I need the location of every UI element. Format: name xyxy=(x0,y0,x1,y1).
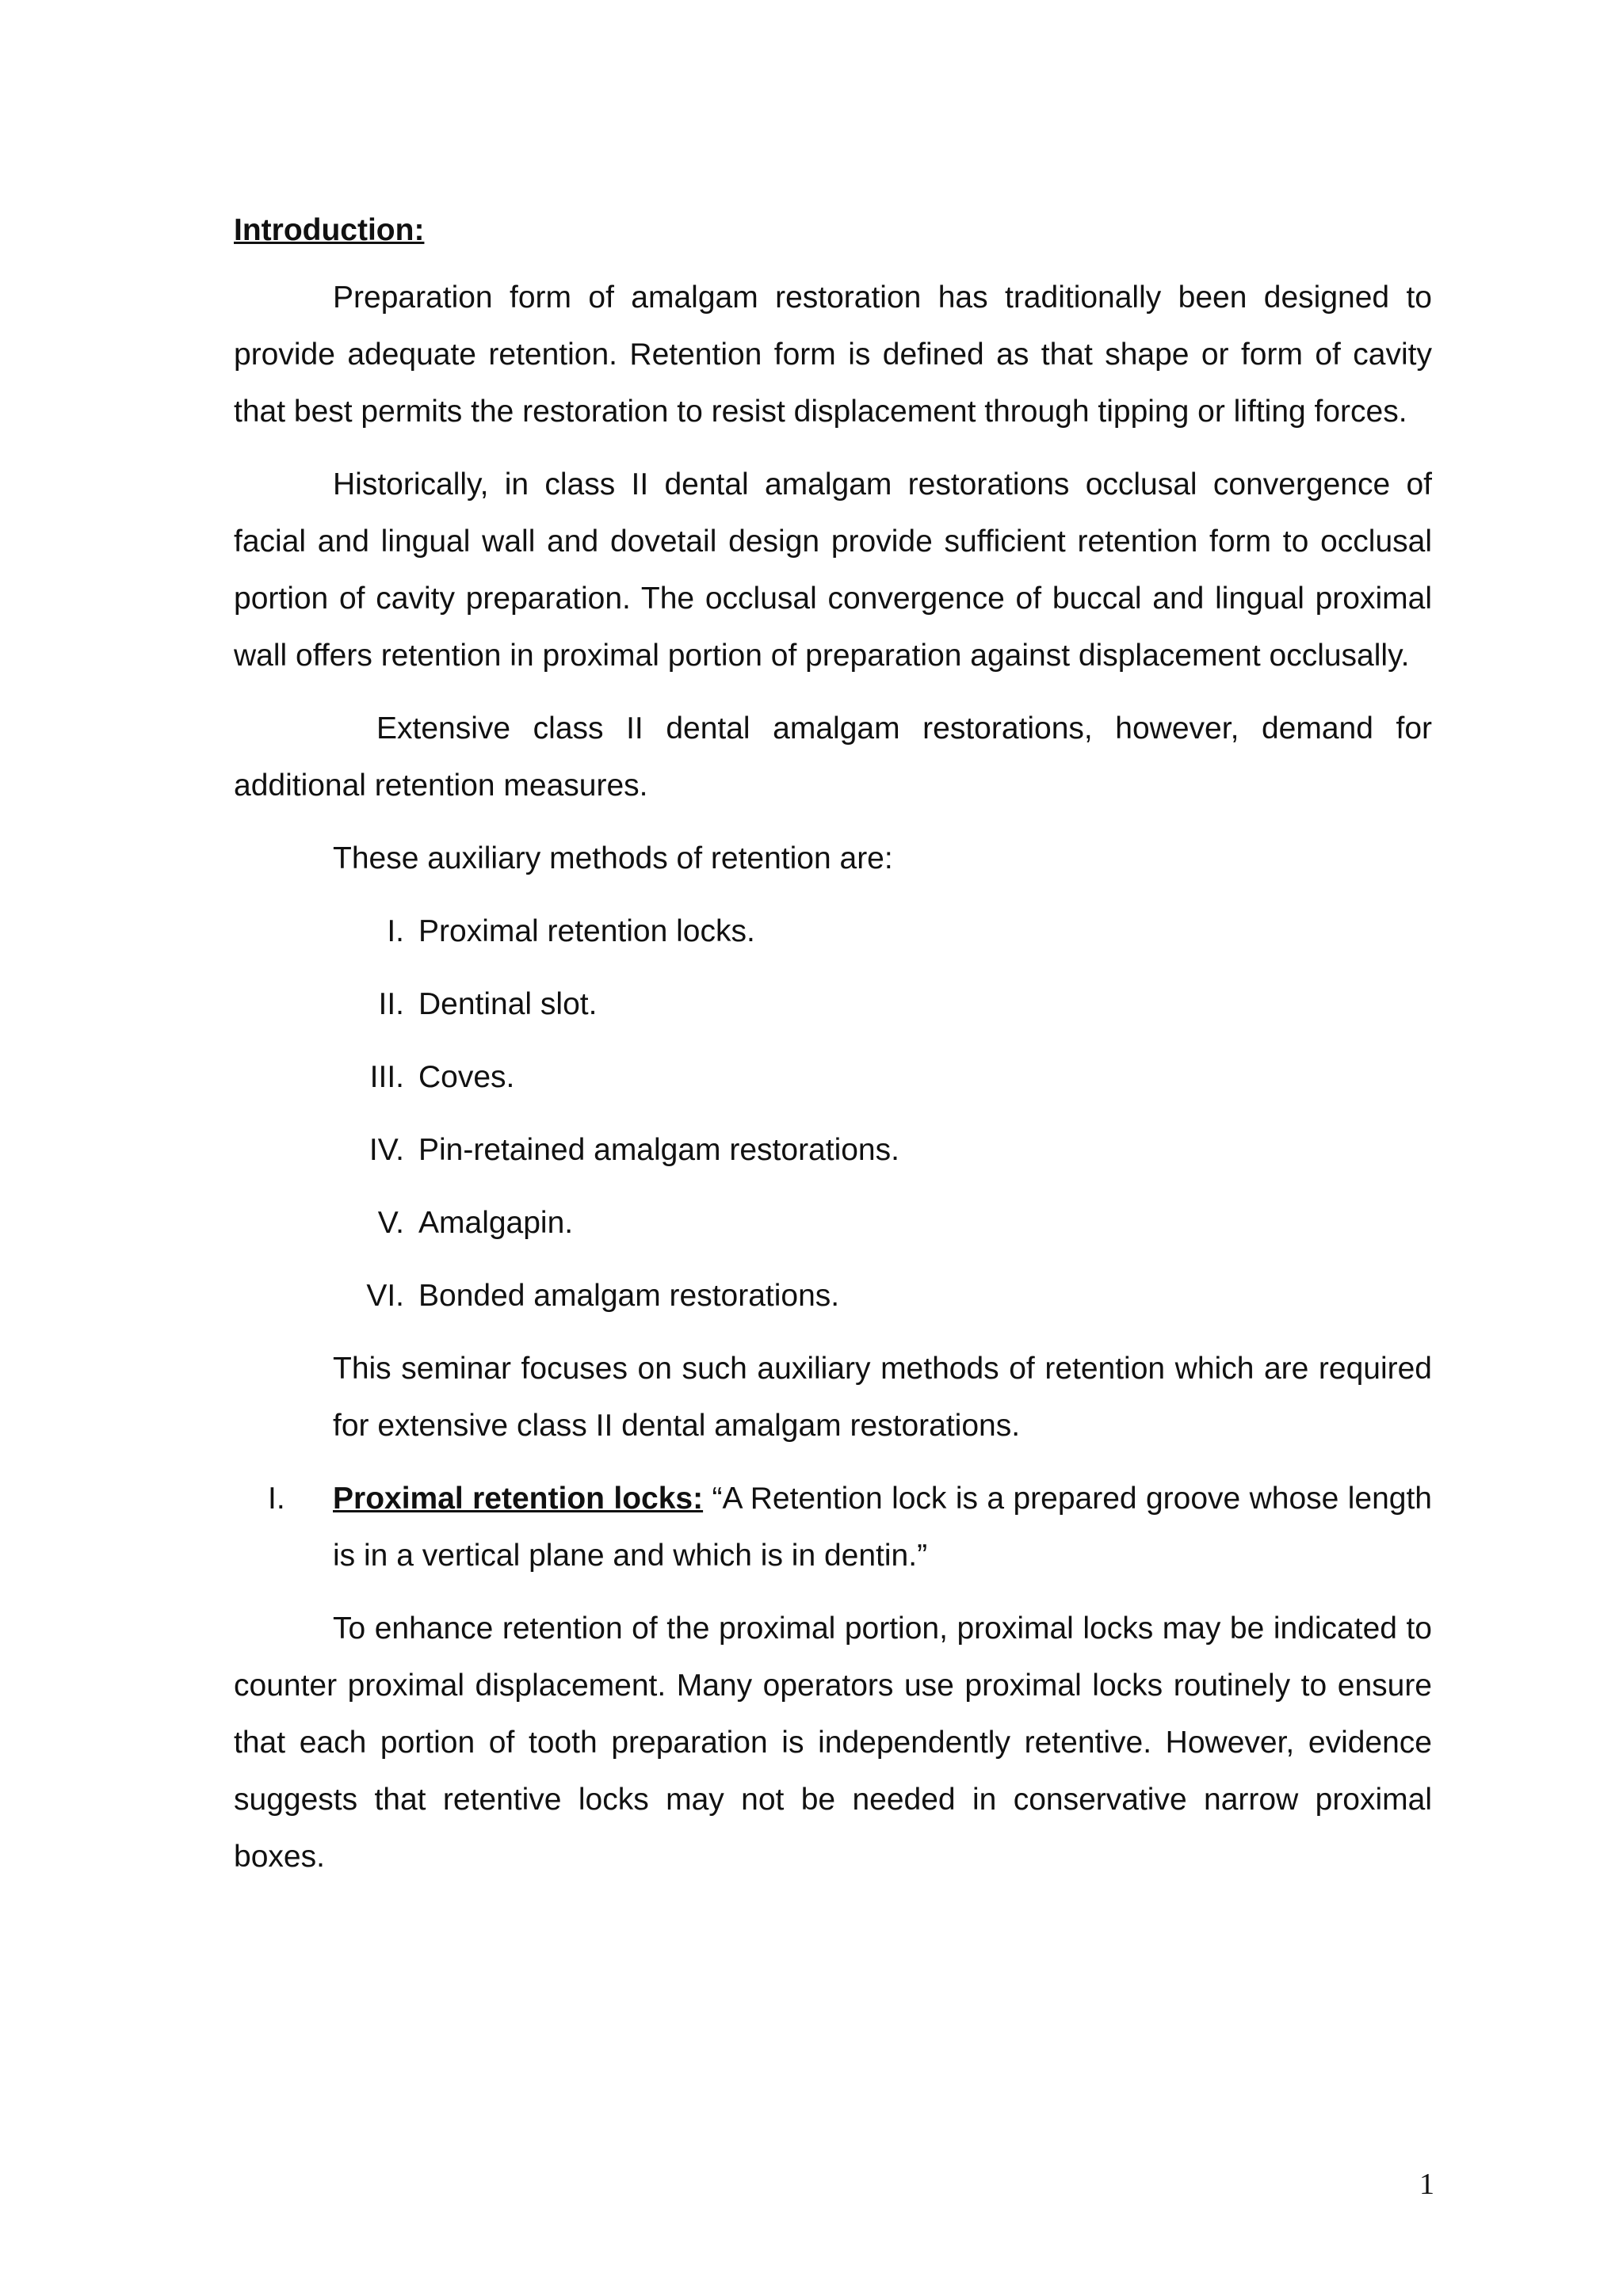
list-item xyxy=(333,903,1432,960)
paragraph-preparation-form: Preparation form of amalgam restoration has traditionally been designed to provide adequate retention. Retention form is defined as that shape or form of cavity that best permits the restoration to resist displacement through tipping or lifting forces. xyxy=(234,280,1432,429)
section-title: Proximal retention locks: xyxy=(333,1482,704,1516)
list-item xyxy=(333,1049,1432,1106)
section-heading-introduction: Introduction: xyxy=(234,213,425,247)
list-numeral: II. xyxy=(378,987,404,1021)
list-numeral: I. xyxy=(387,914,404,948)
list-item xyxy=(333,1122,1432,1179)
auxiliary-methods-list xyxy=(333,903,1432,1325)
section-numeral: I. xyxy=(268,1482,285,1516)
paragraph-enhance-retention: To enhance retention of the proximal portion, proximal locks may be indicated to counter proximal displacement. Many operators use proximal locks routinely to ensure that each portion of tooth preparation is independently retentive. However, evidence suggests that retentive locks may not be needed in conservative narrow proximal boxes. xyxy=(234,1611,1432,1874)
list-item-text: Dentinal slot. xyxy=(418,987,598,1021)
paragraph-auxiliary-methods-intro: These auxiliary methods of retention are: xyxy=(333,841,893,875)
section-definition: “A Retention lock is a prepared groove whose length is in a vertical plane and which is in dentin.” xyxy=(333,1482,1432,1573)
page-number: 1 xyxy=(1419,2168,1434,2201)
list-item xyxy=(333,976,1432,1033)
list-numeral: IV. xyxy=(369,1133,404,1167)
paragraph-historically: Historically, in class II dental amalgam restorations occlusal convergence of facial and lingual wall and dovetail design provide sufficient retention form to occlusal portion of cavity preparation. The occlusal convergence of buccal and lingual proximal wall offers retention in proximal portion of preparation against displacement occlusally. xyxy=(234,467,1432,673)
list-item-text: Bonded amalgam restorations. xyxy=(418,1279,840,1313)
paragraph-seminar-focus: This seminar focuses on such auxiliary methods of retention which are required for extensive class II dental amalgam restorations. xyxy=(333,1352,1432,1443)
section-proximal-retention-locks xyxy=(234,1470,1432,1585)
paragraph-extensive-restorations: Extensive class II dental amalgam restorations, however, demand for additional retention measures. xyxy=(234,711,1432,803)
list-item-text: Amalgapin. xyxy=(418,1206,574,1240)
list-numeral: V. xyxy=(377,1206,404,1240)
list-item-text: Pin-retained amalgam restorations. xyxy=(418,1133,899,1167)
list-item xyxy=(333,1268,1432,1325)
list-item-text: Coves. xyxy=(418,1060,515,1094)
list-item-text: Proximal retention locks. xyxy=(418,914,755,948)
list-numeral: III. xyxy=(369,1060,404,1094)
list-numeral: VI. xyxy=(366,1279,404,1313)
list-item xyxy=(333,1195,1432,1252)
document-body xyxy=(234,208,1432,1901)
